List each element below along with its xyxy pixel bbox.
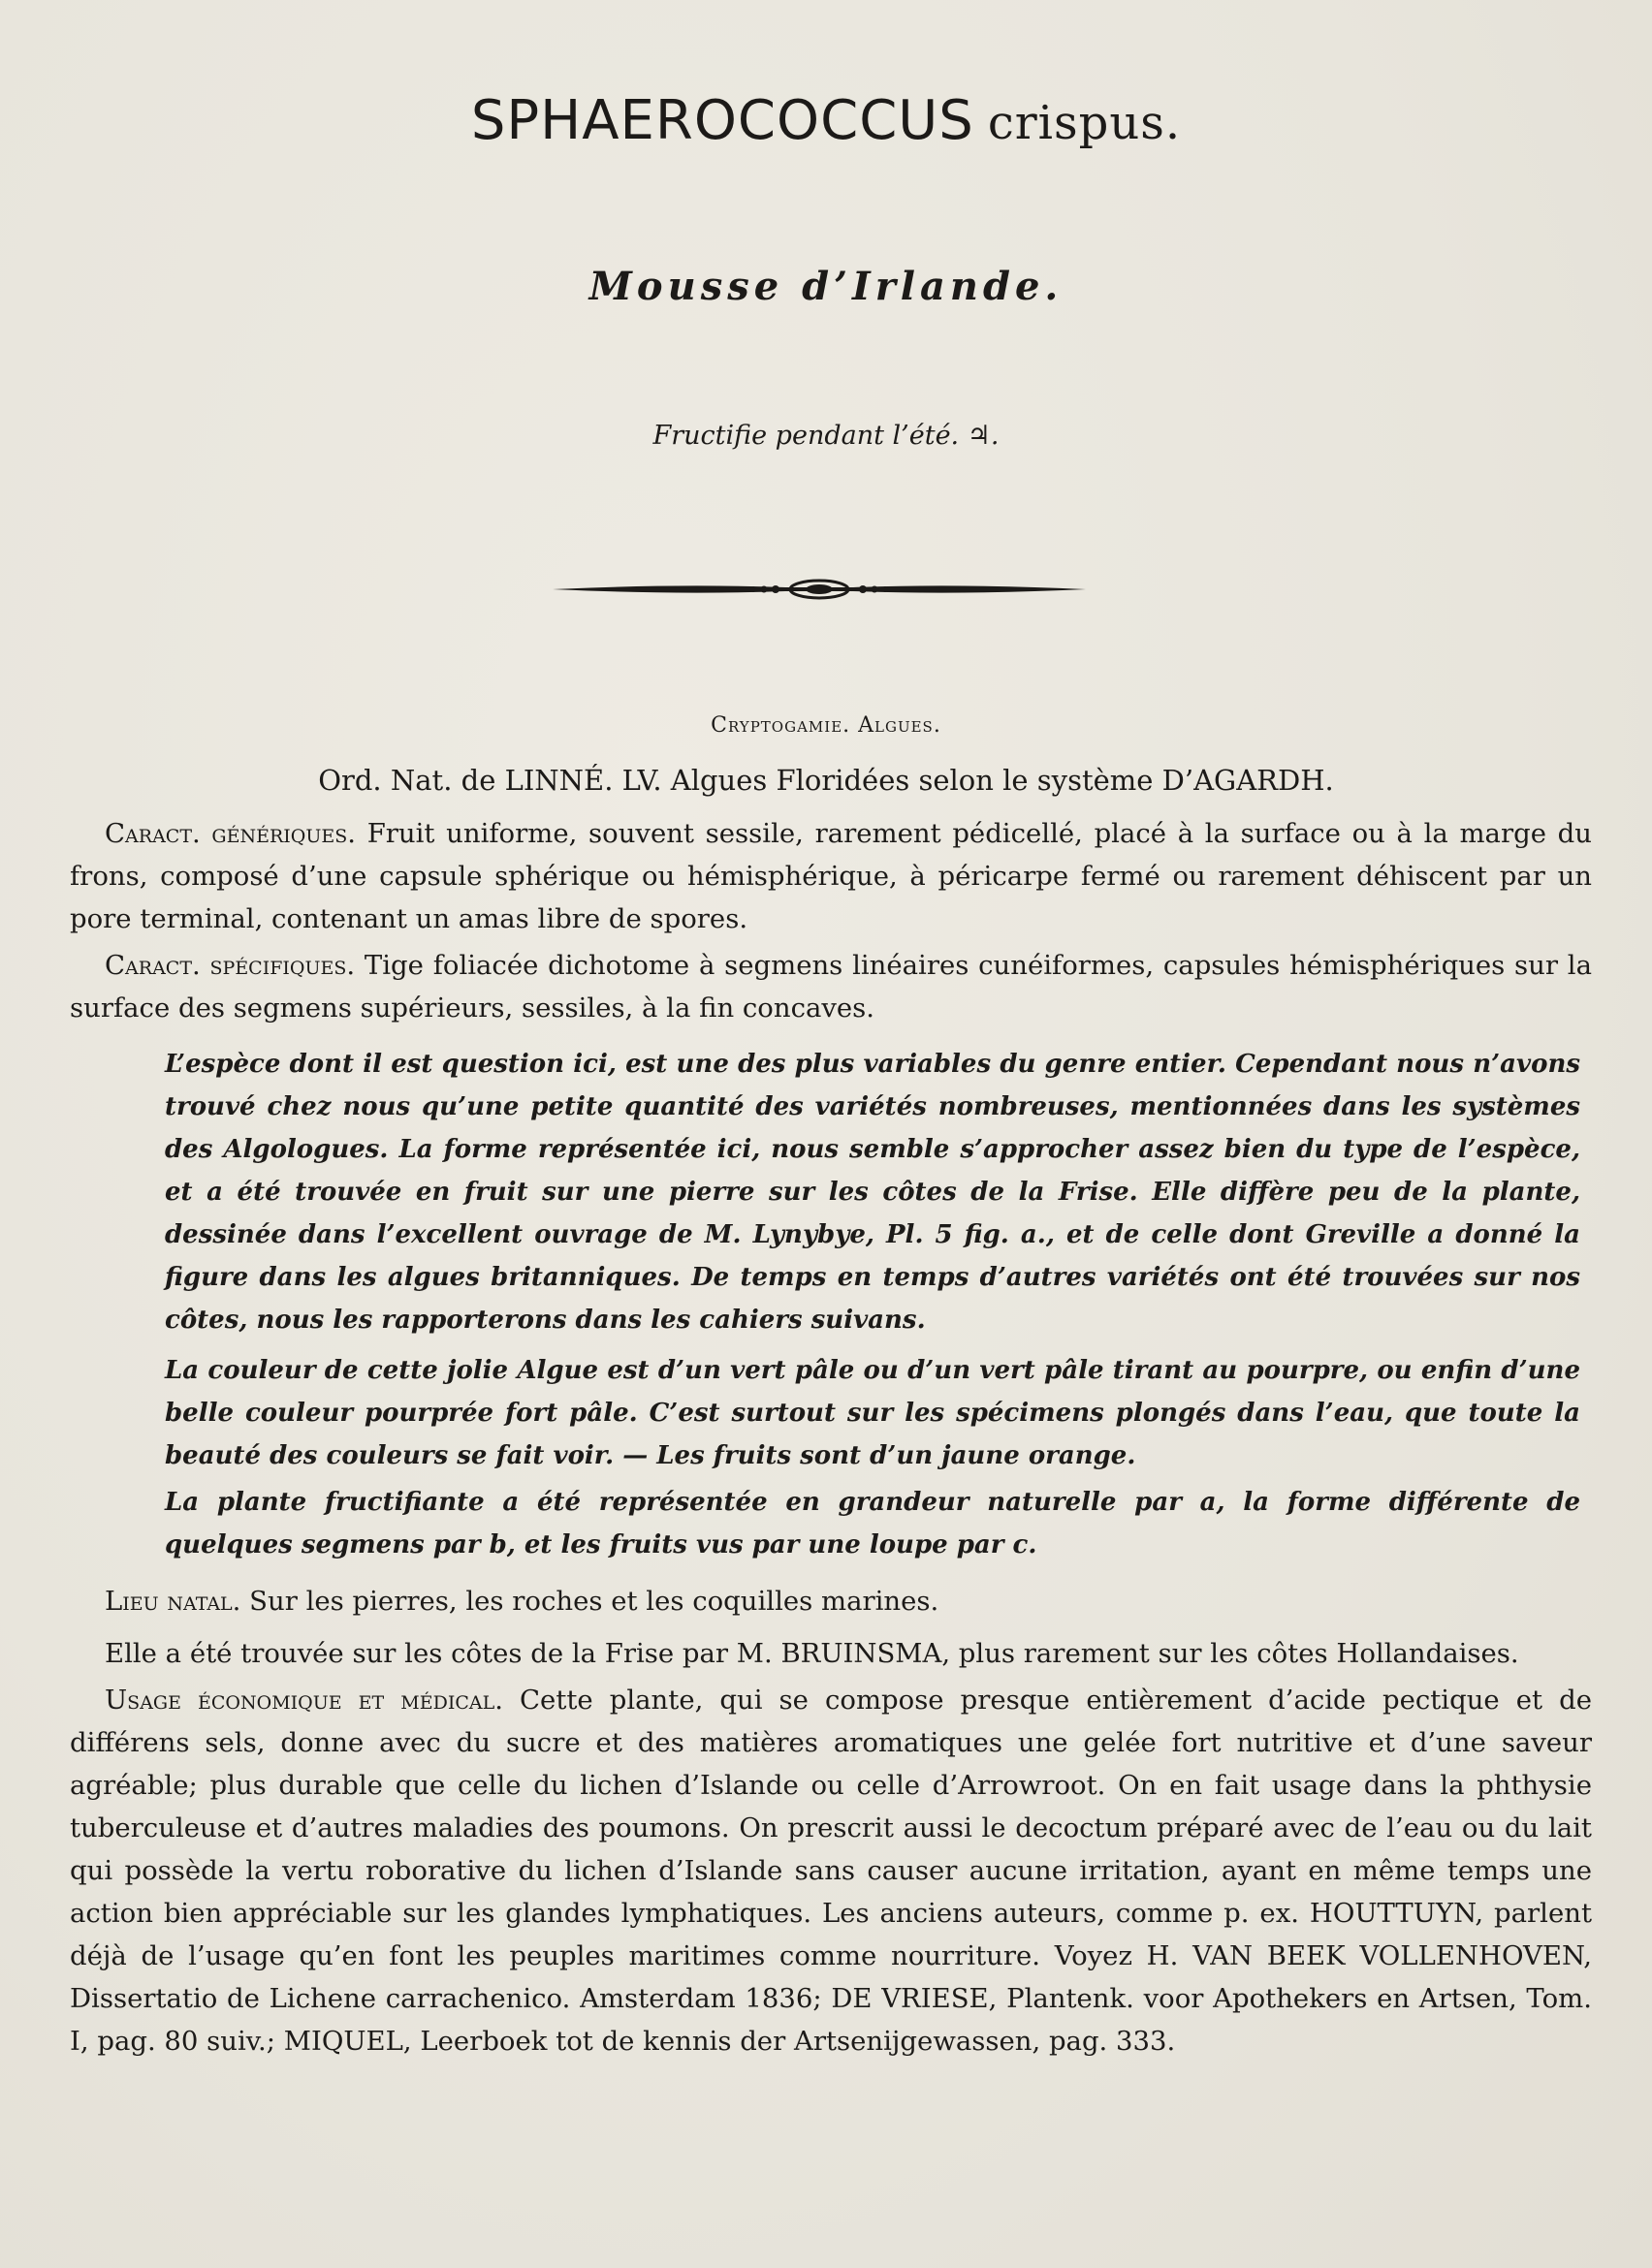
usage-paragraph (70, 1679, 1592, 2063)
lieu-natal-label: Lieu natal. (105, 1586, 241, 1617)
caract-generiques-paragraph (70, 812, 1592, 940)
title-species: crispus. (987, 96, 1182, 150)
section-heading: Cryptogamie. Algues. (711, 713, 941, 738)
caract-generiques-label: Caract. génériques. (105, 818, 356, 849)
page-title (0, 89, 1652, 152)
trouvee-paragraph: Elle a été trouvée sur les côtes de la Frise par M. BRUINSMA, plus rarement sur les côtes Hollandaises. (105, 1638, 1519, 1669)
couleur-paragraph: La couleur de cette jolie Algue est d’un vert pâle ou d’un vert pâle tirant au pourpre, ou enfin d’une belle couleur pourprée fort pâle. C’est surtout sur les spécimens plongés dans l’eau, que toute la beauté des couleurs se fait voir. — Les fruits sont d’un jaune orange. (165, 1356, 1580, 1470)
lieu-natal-paragraph (70, 1580, 1592, 1622)
ord-nat-line: Ord. Nat. de LINNÉ. LV. Algues Floridées selon le système D’AGARDH. (318, 764, 1334, 797)
lieu-natal-text: Sur les pierres, les roches et les coquilles marines. (249, 1586, 939, 1617)
title-genus: SPHAEROCOCCUS (470, 89, 974, 152)
espece-paragraph: L’espèce dont il est question ici, est une des plus variables du genre entier. Cependant nous n’avons trouvé chez nous qu’une petite quantité des variétés nombreuses, mentionnées dans les systèmes des Algologues. La forme représentée ici, nous semble s’approcher assez bien du type de l’espèce, et a été trouvée en fruit sur une pierre sur les côtes de la Frise. Elle diffère peu de la plante, dessinée dans l’excellent ouvrage de M. Lynybye, Pl. 5 fig. a., et de celle dont Greville a donné la figure dans les algues britanniques. De temps en temps d’autres variétés ont été trouvées sur nos côtes, nous les rapporterons dans les cahiers suivans. (165, 1050, 1580, 1335)
page-subtitle: Mousse d’Irlande. (588, 264, 1064, 309)
plante-paragraph: La plante fructifiante a été représentée en grandeur naturelle par a, la forme différente de quelques segmens par b, et les fruits vus par une loupe par c. (165, 1488, 1580, 1559)
caract-specifiques-label: Caract. spécifiques. (105, 950, 356, 981)
fructification-note: Fructifie pendant l’été. ♃. (652, 421, 1000, 451)
usage-label: Usage économique et médical. (105, 1685, 503, 1716)
caract-specifiques-paragraph (70, 944, 1592, 1029)
caract-specifiques-text: Tige foliacée dichotome à segmens linéaires cunéiformes, capsules hémisphériques sur la surface des segmens supérieurs, sessiles, à la fin concaves. (70, 950, 1592, 1024)
usage-text: Cette plante, qui se compose presque entièrement d’acide pectique et de différens sels, donne avec du sucre et des matières aromatiques une gelée fort nutritive et d’une saveur agréable; plus durable que celle du lichen d’Islande ou celle d’Arrowroot. On en fait usage dans la phthysie tuberculeuse et d’autres maladies des poumons. On prescrit aussi le decoctum préparé avec de l’eau ou du lait qui possède la vertu roborative du lichen d’Islande sans causer aucune irritation, ayant en même temps une action bien appréciable sur les glandes lymphatiques. Les anciens auteurs, comme p. ex. HOUTTUYN, parlent déjà de l’usage qu’en font les peuples maritimes comme nourriture. Voyez H. VAN BEEK VOLLENHOVEN, Dissertatio de Lichene carrachenico. Amsterdam 1836; DE VRIESE, Plantenk. voor Apothekers en Artsen, Tom. I, pag. 80 suiv.; MIQUEL, Leerboek tot de kennis der Artsenijgewassen, pag. 333. (70, 1685, 1592, 2057)
caract-generiques-text: Fruit uniforme, souvent sessile, rarement pédicellé, placé à la surface ou à la marge du frons, composé d’une capsule sphérique ou hémisphérique, à péricarpe fermé ou rarement déhiscent par un pore terminal, contenant un amas libre de spores. (70, 818, 1592, 934)
ornament-divider (553, 570, 1086, 609)
